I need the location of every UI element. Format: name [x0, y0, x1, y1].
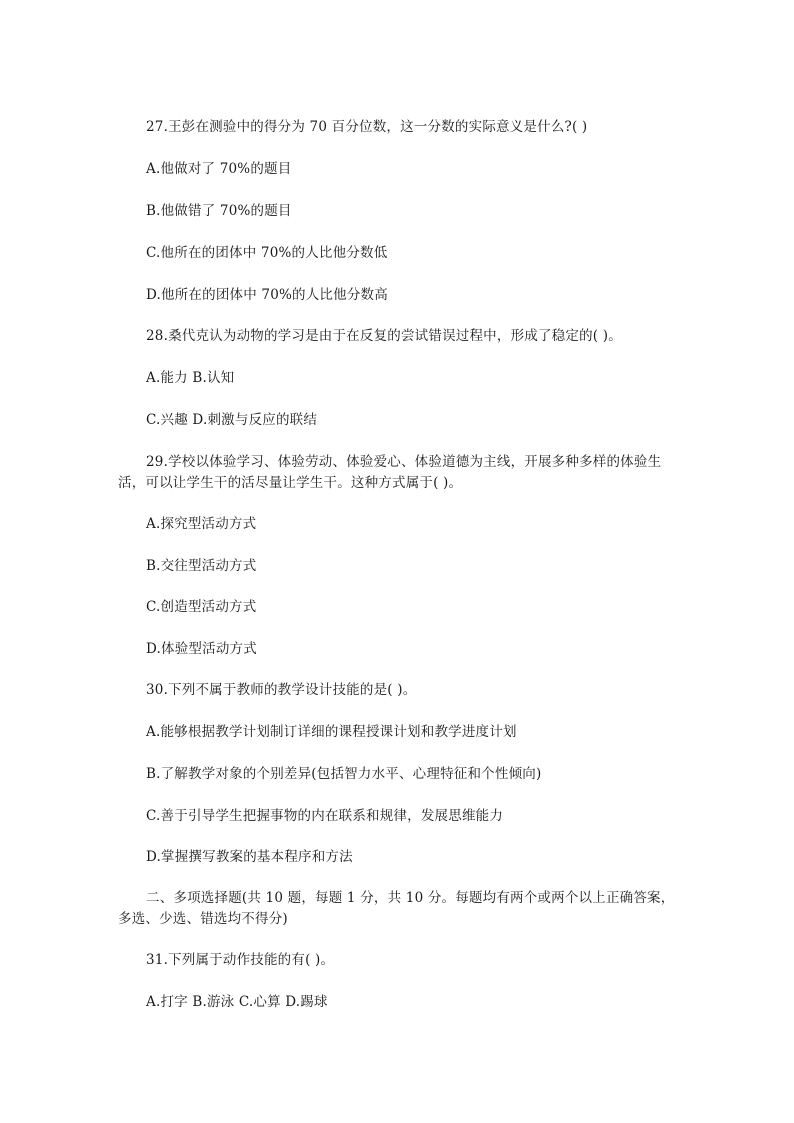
question-27-stem: 27.王彭在测验中的得分为 70 百分位数，这一分数的实际意义是什么?( )	[146, 119, 588, 135]
question-30-option-b: B.了解教学对象的个别差异(包括智力水平、心理特征和个性倾向)	[146, 766, 542, 782]
question-29-option-d: D.体验型活动方式	[146, 641, 257, 657]
question-27-option-a: A.他做对了 70%的题目	[146, 161, 292, 177]
question-31-options: A.打字 B.游泳 C.心算 D.踢球	[146, 994, 328, 1010]
question-28-stem: 28.桑代克认为动物的学习是由于在反复的尝试错误过程中，形成了稳定的( )。	[146, 328, 622, 344]
question-31-stem: 31.下列属于动作技能的有( )。	[146, 952, 335, 968]
question-29-option-c: C.创造型活动方式	[146, 599, 257, 615]
section-2-heading: 二、多项选择题(共 10 题，每题 1 分，共 10 分。每题均有两个或两个以上正确答案，多选、少选、错选均不得分)	[118, 890, 675, 927]
question-29-option-a: A.探究型活动方式	[146, 516, 257, 532]
question-30-option-a: A.能够根据教学计划制订详细的课程授课计划和教学进度计划	[146, 724, 517, 740]
question-28-option-ab: A.能力 B.认知	[146, 370, 235, 386]
question-30-option-d: D.掌握撰写教案的基本程序和方法	[146, 849, 353, 865]
question-30-stem: 30.下列不属于教师的教学设计技能的是( )。	[146, 682, 417, 698]
question-30-option-c: C.善于引导学生把握事物的内在联系和规律，发展思维能力	[146, 808, 504, 824]
question-27-option-c: C.他所在的团体中 70%的人比他分数低	[146, 245, 388, 261]
question-27-option-b: B.他做错了 70%的题目	[146, 203, 292, 219]
question-29-option-b: B.交往型活动方式	[146, 558, 257, 574]
question-27-option-d: D.他所在的团体中 70%的人比他分数高	[146, 287, 388, 303]
question-29-stem: 29.学校以体验学习、体验劳动、体验爱心、体验道德为主线，开展多种多样的体验生活，可以让学生干的活尽量让学生干。这种方式属于( )。	[118, 454, 662, 491]
question-28-option-cd: C.兴趣 D.刺激与反应的联结	[146, 412, 318, 428]
